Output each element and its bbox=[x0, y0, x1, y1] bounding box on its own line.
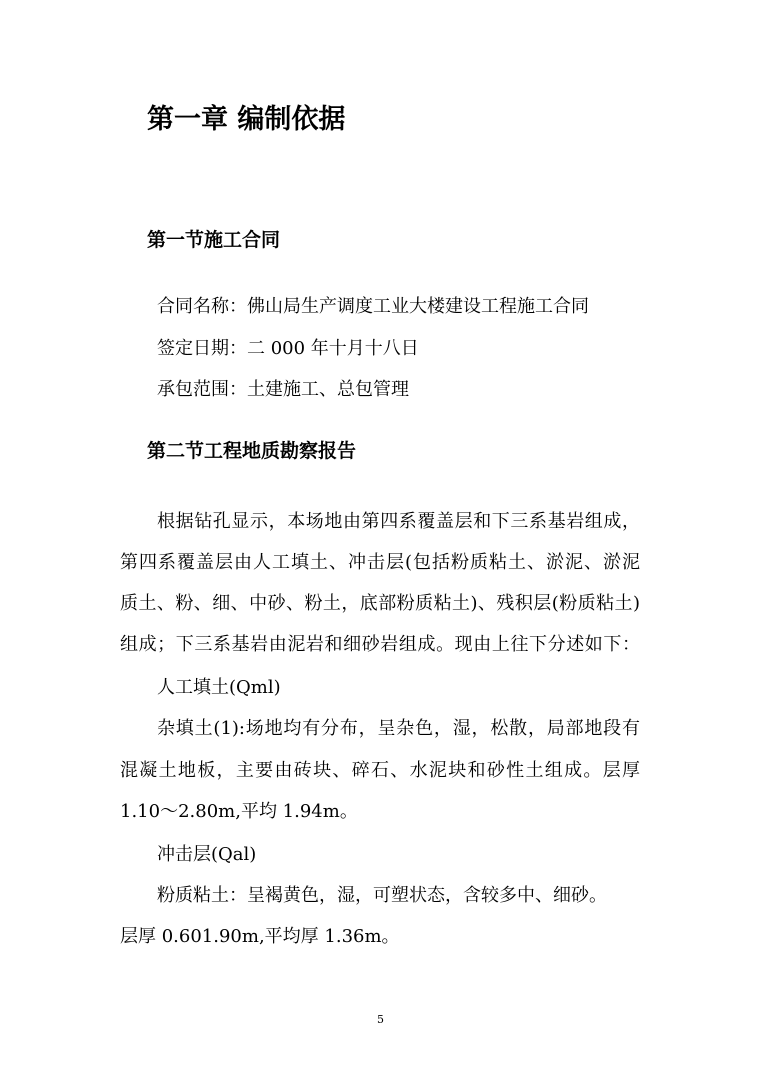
contract-name: 合同名称：佛山局生产调度工业大楼建设工程施工合同 bbox=[157, 296, 589, 317]
chapter-title: 第一章 编制依据 bbox=[147, 104, 346, 135]
paragraph-line: 质土、粉、细、中砂、粉土，底部粉质粘土)、残积层(粉质粘土) bbox=[120, 593, 640, 614]
contract-scope: 承包范围：土建施工、总包管理 bbox=[157, 379, 409, 400]
paragraph-line: 组成；下三系基岩由泥岩和细砂岩组成。现由上往下分述如下： bbox=[120, 634, 640, 655]
paragraph-line: 杂填土(1):场地均有分布，呈杂色，湿，松散，局部地段有 bbox=[157, 718, 640, 739]
paragraph-line: 层厚 0.601.90m,平均厚 1.36m。 bbox=[120, 926, 400, 947]
section-title-geology: 第二节工程地质勘察报告 bbox=[147, 440, 357, 462]
paragraph-line: 粉质粘土：呈褐黄色，湿，可塑状态，含较多中、细砂。 bbox=[157, 885, 607, 906]
paragraph-line: 1.10～2.80m,平均 1.94m。 bbox=[120, 801, 358, 822]
subheading-fill: 人工填土(Qml) bbox=[157, 677, 281, 698]
sign-date: 签定日期：二 000 年十月十八日 bbox=[157, 338, 419, 359]
subheading-alluvial: 冲击层(Qal) bbox=[157, 844, 257, 865]
paragraph-line: 根据钻孔显示，本场地由第四系覆盖层和下三系基岩组成， bbox=[157, 511, 640, 532]
paragraph-line: 混凝土地板，主要由砖块、碎石、水泥块和砂性土组成。层厚 bbox=[120, 760, 640, 781]
page-number: 5 bbox=[377, 1013, 384, 1026]
paragraph-line: 第四系覆盖层由人工填土、冲击层(包括粉质粘土、淤泥、淤泥 bbox=[120, 552, 640, 573]
section-title-contract: 第一节施工合同 bbox=[147, 229, 281, 251]
